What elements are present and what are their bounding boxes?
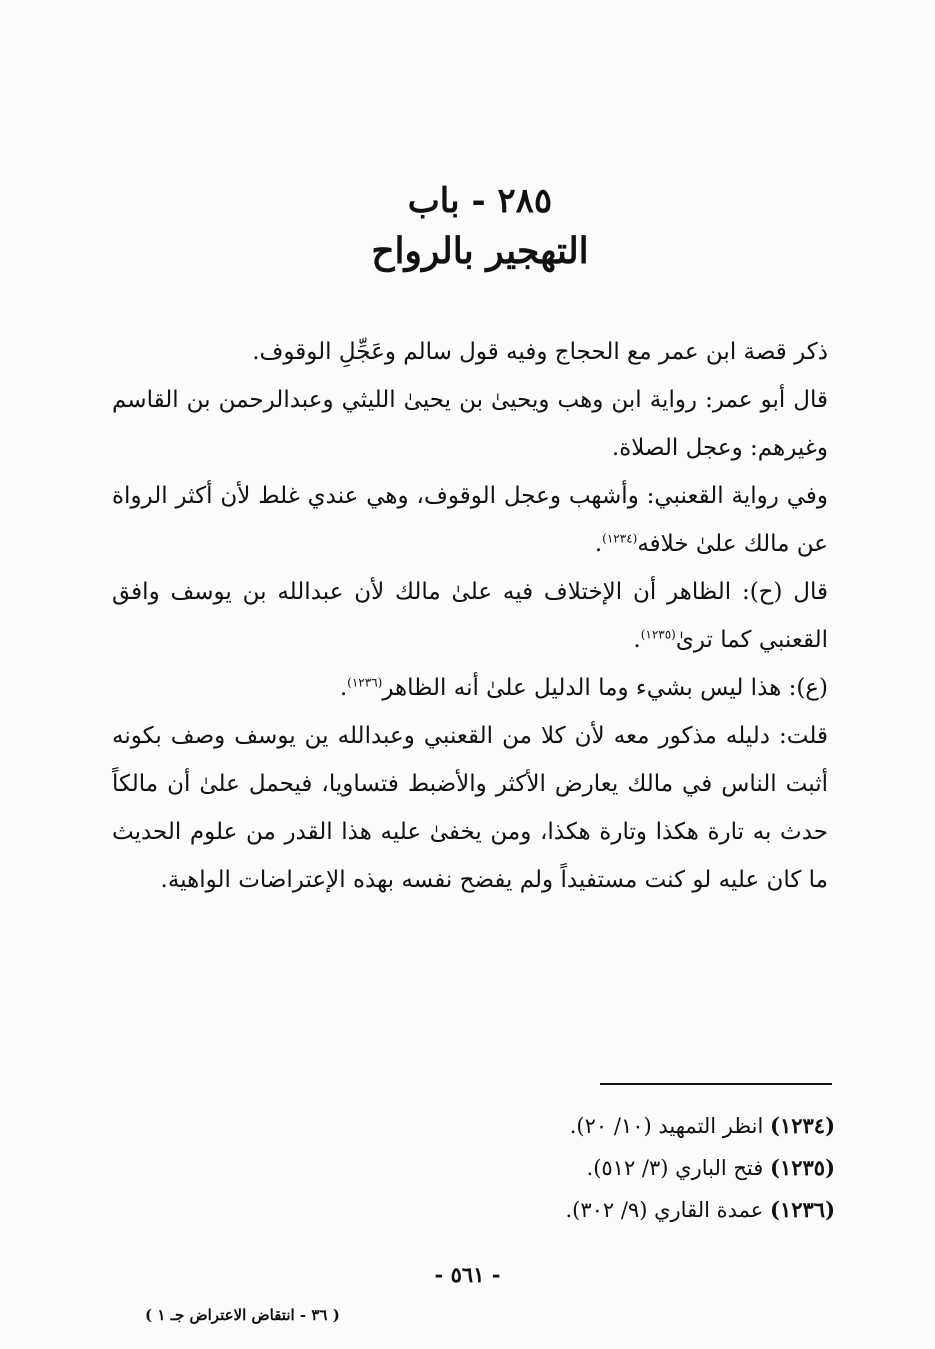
paragraph-tail: . — [339, 675, 348, 701]
footnote-divider — [600, 1083, 832, 1085]
footnote-item — [335, 1147, 835, 1189]
footnotes — [335, 1105, 835, 1231]
paragraph-text: (ع): هذا ليس بشيء وما الدليل علىٰ أنه الظاهر — [382, 675, 828, 701]
footnote-ref: (١٢٣٤) — [602, 531, 638, 546]
paragraph-qultu — [112, 712, 828, 904]
footnote-number: (١٢٣٤) — [770, 1113, 835, 1138]
footnote-number: (١٢٣٥) — [770, 1155, 835, 1180]
page-number: - ٥٦١ - — [434, 1262, 501, 1287]
chapter-title: التهجير بالرواح — [371, 230, 589, 272]
paragraph-text: ذكر قصة ابن عمر مع الحجاج وفيه قول سالم وعَجِّلِ الوقوف. — [252, 339, 828, 365]
chapter-heading — [0, 178, 935, 278]
paragraph-text: وفي رواية القعنبي: وأشهب وعجل الوقوف، وهي عندي غلط لأن أكثر الرواة عن مالك علىٰ خلافه — [112, 483, 828, 557]
footnote-number: (١٢٣٦) — [770, 1197, 835, 1222]
paragraph-h — [112, 568, 828, 664]
footnote-ref: (١٢٣٥) — [640, 627, 676, 642]
footnote-item — [335, 1189, 835, 1231]
paragraph-qanabi — [112, 472, 828, 568]
footnote-text: عمدة القاري (٩/ ٣٠٢). — [565, 1198, 764, 1222]
printer-signature: ( ٣٦ - انتقاض الاعتراض جـ ١ ) — [145, 1306, 340, 1324]
footnote-item — [335, 1105, 835, 1147]
main-text — [112, 328, 828, 904]
paragraph-text: قال أبو عمر: رواية ابن وهب ويحيىٰ بن يحيىٰ الليثي وعبدالرحمن بن القاسم وغيرهم: وعجل الصلاة. — [112, 387, 828, 461]
footnote-text: انظر التمهيد (١٠/ ٢٠). — [569, 1114, 764, 1138]
paragraph-intro — [112, 328, 828, 376]
footnote-ref: (١٢٣٦) — [347, 675, 383, 690]
paragraph-text: قال (ح): الظاهر أن الإختلاف فيه علىٰ مالك لأن عبدالله بن يوسف وافق القعنبي كما ترىٰ — [112, 579, 828, 653]
paragraph-tail: . — [594, 531, 603, 557]
paragraph-text: قلت: دليله مذكور معه لأن كلا من القعنبي وعبدالله ين يوسف وصف بكونه أثبت الناس في مالك يعارض الأكثر والأضبط فتساويا، فيحمل علىٰ أن مالكاً حدث به تارة هكذا وتارة هكذا، ومن يخفىٰ عليه هذا القدر من علوم الحديث ما كان عليه لو كنت مستفيداً ولم يفضح نفسه بهذه الإعتراضات الواهية. — [112, 723, 828, 893]
paragraph-abu-umar — [112, 376, 828, 472]
footnote-text: فتح الباري (٣/ ٥١٢). — [586, 1156, 764, 1180]
paragraph-ayn — [112, 664, 828, 712]
paragraph-tail: . — [633, 627, 641, 653]
chapter-number: ٢٨٥ - باب — [407, 181, 553, 221]
